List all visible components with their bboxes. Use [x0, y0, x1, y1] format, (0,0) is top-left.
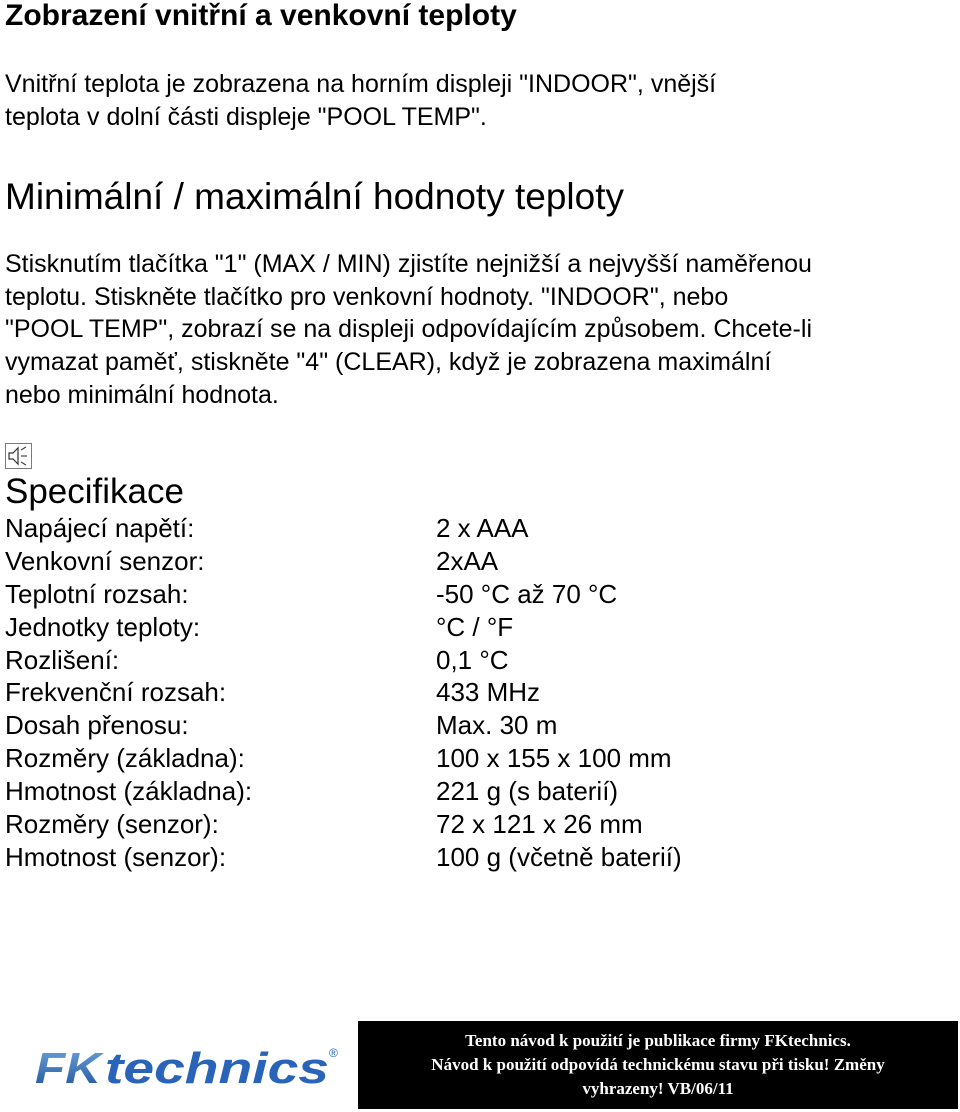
- fktechnics-logo: [35, 1043, 341, 1089]
- spec-row: [5, 578, 765, 611]
- spec-value: 2 x AAA: [436, 513, 529, 543]
- text-line: vymazat paměť, stiskněte "4" (CLEAR), když je zobrazena maximální: [5, 348, 772, 377]
- spec-value: 221 g (s baterií): [436, 776, 619, 807]
- paragraph-min-max: [5, 248, 812, 412]
- text-line: nebo minimální hodnota.: [5, 380, 279, 409]
- heading-min-max: Minimální / maximální hodnoty teploty: [5, 176, 624, 217]
- heading-temperature-display: Zobrazení vnitřní a venkovní teploty: [5, 0, 517, 32]
- spec-label: Rozměry (senzor):: [5, 809, 219, 840]
- spec-label: Dosah přenosu:: [5, 710, 189, 741]
- text-line: Stisknutím tlačítka "1" (MAX / MIN) zjistíte nejnižší a nejvyšší naměřenou: [5, 250, 812, 278]
- logo-technics-text: technics: [105, 1044, 329, 1089]
- footer-line: Tento návod k použití je publikace firmy FKtechnics.: [465, 1031, 851, 1050]
- spec-value: 100 g (včetně baterií): [436, 841, 682, 872]
- heading-specifications: Specifikace: [5, 472, 184, 511]
- footer-line: vyhrazeny! VB/06/11: [582, 1079, 734, 1098]
- spec-label: Hmotnost (senzor):: [5, 841, 227, 872]
- spec-row: [5, 611, 765, 644]
- spec-label: Venkovní senzor:: [5, 545, 205, 576]
- spec-value: 433 MHz: [436, 677, 541, 708]
- spec-row: [5, 841, 765, 874]
- speaker-icon: [5, 443, 32, 469]
- text-line: teplotu. Stiskněte tlačítko pro venkovní hodnoty. "INDOOR", nebo: [5, 282, 729, 311]
- spec-value: 2xAA: [436, 545, 499, 576]
- footer-notice: [358, 1021, 958, 1109]
- spec-label: Teplotní rozsah:: [5, 578, 189, 609]
- text-line: Vnitřní teplota je zobrazena na horním displeji "INDOOR", vnější: [5, 70, 717, 98]
- spec-row: [5, 808, 765, 841]
- spec-value: °C / °F: [436, 611, 514, 642]
- spec-value: Max. 30 m: [436, 710, 558, 741]
- footer-line: Návod k použití odpovídá technickému stavu při tisku! Změny: [431, 1055, 885, 1074]
- text-line: teplota v dolní části displeje "POOL TEMP".: [5, 102, 487, 131]
- spec-row: [5, 644, 765, 677]
- logo-registered-mark: ®: [329, 1046, 338, 1060]
- spec-label: Rozměry (základna):: [5, 743, 245, 774]
- spec-label: Napájecí napětí:: [5, 513, 195, 543]
- spec-row: [5, 709, 765, 742]
- spec-label: Rozlišení:: [5, 644, 120, 675]
- spec-row: [5, 545, 765, 578]
- specifications-table: [5, 512, 765, 874]
- spec-row: [5, 676, 765, 709]
- spec-label: Frekvenční rozsah:: [5, 677, 227, 708]
- spec-value: 0,1 °C: [436, 644, 509, 675]
- spec-row: [5, 775, 765, 808]
- spec-value: -50 °C až 70 °C: [436, 578, 618, 609]
- text-line: "POOL TEMP", zobrazí se na displeji odpovídajícím způsobem. Chcete-li: [5, 315, 812, 344]
- logo-fk-text: FK: [35, 1044, 105, 1089]
- spec-label: Hmotnost (základna):: [5, 776, 253, 807]
- paragraph-temperature-display: [5, 68, 716, 133]
- spec-value: 72 x 121 x 26 mm: [436, 809, 643, 840]
- spec-value: 100 x 155 x 100 mm: [436, 743, 672, 774]
- spec-label: Jednotky teploty:: [5, 611, 201, 642]
- spec-row: [5, 742, 765, 775]
- spec-row: [5, 512, 765, 545]
